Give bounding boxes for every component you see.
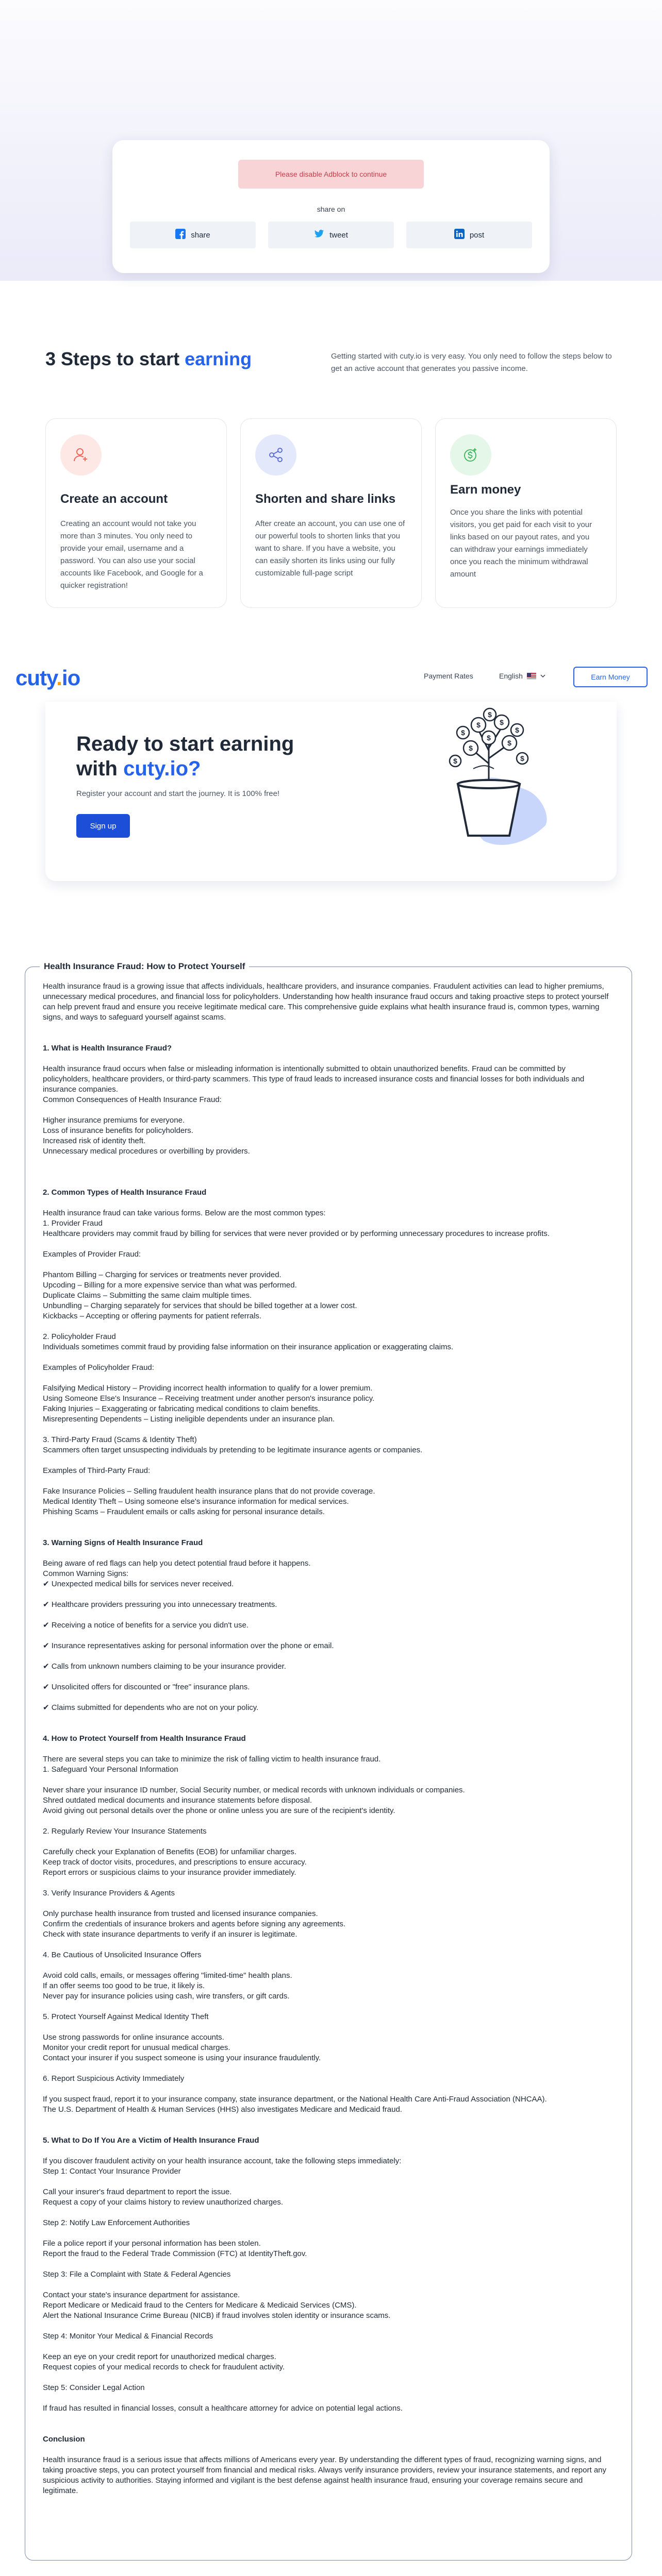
paragraph: 4. Be Cautious of Unsolicited Insurance Offers bbox=[43, 1951, 202, 1959]
list-item: Only purchase health insurance from trusted and licensed insurance companies. bbox=[43, 1909, 318, 1918]
facebook-share-label: share bbox=[191, 230, 210, 240]
language-label: English bbox=[499, 672, 523, 680]
paragraph: Health insurance fraud can take various forms. Below are the most common types: bbox=[43, 1209, 326, 1217]
list-item: If an offer seems too good to be true, it likely is. bbox=[43, 1981, 205, 1990]
paragraph: Healthcare providers may commit fraud by billing for services that were never provided or by performing unnecessary procedures to increase profits. bbox=[43, 1229, 550, 1238]
user-add-icon bbox=[60, 434, 102, 476]
step-title: Earn money bbox=[450, 483, 521, 497]
step-card-shorten-links bbox=[240, 418, 422, 608]
list-item: Keep an eye on your credit report for unauthorized medical charges. bbox=[43, 2352, 276, 2361]
paragraph: 6. Report Suspicious Activity Immediately bbox=[43, 2074, 185, 2083]
check-item: ✔ Unexpected medical bills for services never received. bbox=[43, 1580, 234, 1588]
share-card bbox=[112, 140, 550, 273]
paragraph: Scammers often target unsuspecting individuals by pretending to be legitimate insurance agents or companies. bbox=[43, 1446, 423, 1454]
list-item: Medical Identity Theft – Using someone else's insurance information for medical services. bbox=[43, 1497, 349, 1506]
paragraph: Step 3: File a Complaint with State & Federal Agencies bbox=[43, 2270, 231, 2279]
list-item: Shred outdated medical documents and insurance statements before disposal. bbox=[43, 1796, 312, 1805]
section-heading: 4. How to Protect Yourself from Health Insurance Fraud bbox=[43, 1734, 246, 1743]
facebook-icon bbox=[175, 229, 186, 241]
svg-text:$: $ bbox=[488, 710, 492, 719]
list-item: Check with state insurance departments to verify if an insurer is legitimate. bbox=[43, 1930, 297, 1939]
health-fraud-article bbox=[25, 961, 632, 2561]
site-logo[interactable] bbox=[15, 666, 80, 690]
paragraph: Health insurance fraud is a serious issue that affects millions of Americans every year. By understanding the different types of fraud, recognizing warning signs, and taking proactive steps, you can protect yourself from financial and medical risks. Always verify insurance providers, review your insurance statements, and report any suspicious activity to authorities. Staying informed and vigilant is the best defense against health insurance fraud, ensuring your coverage remains secure and legitimate. bbox=[43, 2455, 607, 2495]
step-text: Once you share the links with potential visitors, you get paid for each visit to your links based on our payout rates, and you can withdraw your earnings immediately once you reach the minimum withdrawal amount bbox=[450, 508, 592, 579]
step-title: Shorten and share links bbox=[255, 492, 396, 506]
svg-text:$: $ bbox=[453, 757, 457, 765]
ready-title-with: with bbox=[76, 757, 124, 780]
steps-heading-accent: earning bbox=[185, 348, 252, 369]
logo-tld: io bbox=[61, 666, 80, 690]
list-item: Higher insurance premiums for everyone. bbox=[43, 1116, 185, 1125]
share-on-label: share on bbox=[317, 205, 345, 213]
logo-dot: . bbox=[56, 666, 62, 690]
svg-text:$: $ bbox=[507, 739, 511, 747]
us-flag-icon bbox=[527, 673, 536, 679]
list-item: Keep track of doctor visits, procedures, and prescriptions to ensure accuracy. bbox=[43, 1858, 307, 1867]
facebook-share-button[interactable] bbox=[130, 222, 256, 248]
list-item: If you suspect fraud, report it to your insurance company, state insurance department, or the National Health Care Anti-Fraud Association (NHCAA). bbox=[43, 2095, 547, 2104]
section-heading: 2. Common Types of Health Insurance Fraud bbox=[43, 1188, 207, 1197]
step-card-earn-money bbox=[435, 418, 617, 608]
money-icon bbox=[450, 434, 491, 476]
list-item: If fraud has resulted in financial losses, consult a healthcare attorney for advice on potential legal actions. bbox=[43, 2404, 403, 2413]
svg-text:$: $ bbox=[476, 721, 481, 729]
list-item: Misrepresenting Dependents – Listing ineligible dependents under an insurance plan. bbox=[43, 1415, 335, 1423]
steps-description: Getting started with cuty.io is very easy. You only need to follow the steps below to get an active account that generates you passive income. bbox=[331, 352, 612, 373]
ready-title bbox=[76, 732, 294, 781]
article-title: Health Insurance Fraud: How to Protect Yourself bbox=[40, 961, 249, 972]
adblock-warning: Please disable Adblock to continue bbox=[238, 160, 424, 189]
svg-text:$: $ bbox=[469, 744, 473, 752]
list-item: File a police report if your personal information has been stolen. bbox=[43, 2239, 261, 2248]
paragraph: Common Consequences of Health Insurance Fraud: bbox=[43, 1095, 222, 1104]
paragraph: Step 1: Contact Your Insurance Provider bbox=[43, 2167, 181, 2176]
list-item: Unnecessary medical procedures or overbilling by providers. bbox=[43, 1147, 250, 1156]
share-link-icon bbox=[255, 434, 296, 476]
paragraph: Step 4: Monitor Your Medical & Financial Records bbox=[43, 2332, 213, 2341]
list-item: Never pay for insurance policies using cash, wire transfers, or gift cards. bbox=[43, 1992, 290, 2001]
list-item: Contact your insurer if you suspect someone is using your insurance fraudulently. bbox=[43, 2054, 321, 2062]
paragraph: 3. Verify Insurance Providers & Agents bbox=[43, 1889, 175, 1897]
list-item: Unbundling – Charging separately for services that should be billed together at a lower cost. bbox=[43, 1301, 357, 1310]
language-selector[interactable] bbox=[499, 672, 545, 680]
paragraph: Step 5: Consider Legal Action bbox=[43, 2383, 145, 2392]
list-item: Report the fraud to the Federal Trade Commission (FTC) at IdentityTheft.gov. bbox=[43, 2249, 307, 2258]
list-item: Call your insurer's fraud department to report the issue. bbox=[43, 2188, 232, 2196]
check-item: ✔ Calls from unknown numbers claiming to be your insurance provider. bbox=[43, 1662, 286, 1671]
list-item: Request copies of your medical records to check for fraudulent activity. bbox=[43, 2363, 285, 2371]
list-item: Faking Injuries – Exaggerating or fabricating medical conditions to claim benefits. bbox=[43, 1404, 320, 1413]
linkedin-share-button[interactable] bbox=[406, 222, 532, 248]
steps-heading bbox=[45, 348, 252, 370]
paragraph: Common Warning Signs: bbox=[43, 1569, 129, 1578]
steps-heading-prefix: 3 Steps to start bbox=[45, 348, 185, 369]
list-item: Kickbacks – Accepting or offering payments for patient referrals. bbox=[43, 1312, 262, 1320]
twitter-share-button[interactable] bbox=[268, 222, 394, 248]
payment-rates-link[interactable]: Payment Rates bbox=[424, 672, 473, 680]
list-item: Duplicate Claims – Submitting the same claim multiple times. bbox=[43, 1291, 252, 1300]
paragraph: 3. Third-Party Fraud (Scams & Identity Theft) bbox=[43, 1435, 197, 1444]
top-navbar bbox=[0, 654, 662, 700]
svg-text:$: $ bbox=[520, 754, 524, 762]
svg-text:$: $ bbox=[461, 728, 465, 737]
list-item: Phantom Billing – Charging for services or treatments never provided. bbox=[43, 1270, 282, 1279]
svg-text:$: $ bbox=[515, 726, 519, 734]
paragraph: 2. Regularly Review Your Insurance Statements bbox=[43, 1827, 207, 1836]
section-heading: 5. What to Do If You Are a Victim of Health Insurance Fraud bbox=[43, 2136, 259, 2145]
section-heading: 1. What is Health Insurance Fraud? bbox=[43, 1044, 172, 1053]
section-heading: Conclusion bbox=[43, 2435, 85, 2444]
twitter-share-label: tweet bbox=[329, 230, 348, 240]
section-heading: 3. Warning Signs of Health Insurance Fraud bbox=[43, 1538, 203, 1547]
list-item: Monitor your credit report for unusual medical charges. bbox=[43, 2043, 230, 2052]
chevron-down-icon bbox=[540, 672, 545, 680]
earn-money-button[interactable]: Earn Money bbox=[573, 667, 648, 687]
list-item: Avoid cold calls, emails, or messages offering "limited-time" health plans. bbox=[43, 1971, 292, 1980]
twitter-icon bbox=[314, 229, 324, 241]
sign-up-button[interactable]: Sign up bbox=[76, 814, 130, 838]
step-title: Create an account bbox=[60, 492, 168, 506]
list-item: The U.S. Department of Health & Human Services (HHS) also investigates Medicare and Medicaid fraud. bbox=[43, 2105, 402, 2114]
step-text: After create an account, you can use one of our powerful tools to shorten links that you want to share. If you have a website, you can easily shorten its links using our fully customizable full-page script bbox=[255, 519, 405, 578]
list-item: Contact your state's insurance department for assistance. bbox=[43, 2291, 240, 2299]
list-item: Phishing Scams – Fraudulent emails or calls asking for personal insurance details. bbox=[43, 1507, 325, 1516]
payment-methods-strip bbox=[0, 2572, 662, 2576]
paragraph: There are several steps you can take to minimize the risk of falling victim to health insurance fraud. bbox=[43, 1755, 381, 1764]
paragraph: Health insurance fraud occurs when false or misleading information is intentionally submitted to obtain unauthorized benefits. Fraud can be committed by policyholders, healthcare providers, or third-party scammers. This type of fraud leads to increased insurance costs and financial losses for both individuals and insurance companies. bbox=[43, 1064, 585, 1094]
paragraph: Examples of Policyholder Fraud: bbox=[43, 1363, 154, 1372]
check-item: ✔ Healthcare providers pressuring you into unnecessary treatments. bbox=[43, 1600, 277, 1609]
paragraph: Step 2: Notify Law Enforcement Authorities bbox=[43, 2218, 190, 2227]
list-item: Avoid giving out personal details over the phone or online unless you are sure of the recipient's identity. bbox=[43, 1806, 395, 1815]
list-item: Request a copy of your claims history to review unauthorized charges. bbox=[43, 2198, 284, 2207]
list-item: Use strong passwords for online insurance accounts. bbox=[43, 2033, 224, 2042]
paragraph: Individuals sometimes commit fraud by providing false information on their insurance application or exaggerating claims. bbox=[43, 1343, 454, 1351]
ready-to-earn-card bbox=[45, 702, 617, 881]
list-item: Increased risk of identity theft. bbox=[43, 1137, 146, 1145]
linkedin-share-label: post bbox=[469, 230, 485, 240]
paragraph: Examples of Third-Party Fraud: bbox=[43, 1466, 151, 1475]
list-item: Report Medicare or Medicaid fraud to the Centers for Medicare & Medicaid Services (CMS). bbox=[43, 2301, 357, 2310]
paragraph: 1. Safeguard Your Personal Information bbox=[43, 1765, 178, 1774]
money-plant-illustration bbox=[406, 702, 571, 856]
logo-text: cuty bbox=[15, 666, 57, 690]
svg-text:$: $ bbox=[487, 734, 491, 742]
list-item: Falsifying Medical History – Providing incorrect health information to qualify for a lower premium. bbox=[43, 1384, 373, 1393]
list-item: Loss of insurance benefits for policyholders. bbox=[43, 1126, 193, 1135]
check-item: ✔ Receiving a notice of benefits for a service you didn't use. bbox=[43, 1621, 249, 1630]
list-item: Alert the National Insurance Crime Bureau (NICB) if fraud involves stolen identity or insurance scams. bbox=[43, 2311, 391, 2320]
list-item: Confirm the credentials of insurance brokers and agents before signing any agreements. bbox=[43, 1920, 345, 1928]
ready-title-line1: Ready to start earning bbox=[76, 733, 294, 755]
check-item: ✔ Insurance representatives asking for personal information over the phone or email. bbox=[43, 1641, 334, 1650]
paragraph: 2. Policyholder Fraud bbox=[43, 1332, 116, 1341]
paragraph: 1. Provider Fraud bbox=[43, 1219, 103, 1228]
list-item: Fake Insurance Policies – Selling fraudulent health insurance plans that do not provide coverage. bbox=[43, 1487, 375, 1496]
list-item: Upcoding – Billing for a more expensive service than what was performed. bbox=[43, 1281, 297, 1290]
list-item: Never share your insurance ID number, Social Security number, or medical records with unknown individuals or companies. bbox=[43, 1786, 465, 1794]
step-text: Creating an account would not take you more than 3 minutes. You only need to provide your email, username and a password. You can also use your social accounts like Facebook, and Google for a quicker registration! bbox=[60, 519, 203, 590]
linkedin-icon bbox=[454, 229, 465, 241]
check-item: ✔ Claims submitted for dependents who are not on your policy. bbox=[43, 1703, 259, 1712]
list-item: Carefully check your Explanation of Benefits (EOB) for unfamiliar charges. bbox=[43, 1848, 296, 1856]
list-item: Report errors or suspicious claims to your insurance provider immediately. bbox=[43, 1868, 296, 1877]
ready-title-accent: cuty.io? bbox=[123, 757, 201, 780]
svg-text:$: $ bbox=[500, 718, 504, 726]
paragraph: If you discover fraudulent activity on your health insurance account, take the following steps immediately: bbox=[43, 2157, 402, 2165]
list-item: Using Someone Else's Insurance – Receiving treatment under another person's insurance policy. bbox=[43, 1394, 375, 1403]
ready-subtitle: Register your account and start the journey. It is 100% free! bbox=[76, 789, 280, 798]
step-card-create-account bbox=[45, 418, 227, 608]
paragraph: Examples of Provider Fraud: bbox=[43, 1250, 141, 1259]
hero-section bbox=[0, 0, 662, 281]
paragraph: Being aware of red flags can help you detect potential fraud before it happens. bbox=[43, 1559, 311, 1568]
paragraph: 5. Protect Yourself Against Medical Identity Theft bbox=[43, 2012, 209, 2021]
article-intro: Health insurance fraud is a growing issue that affects individuals, healthcare providers, and insurance companies. Fraudulent activities can lead to higher premiums, unnecessary medical procedures, and financial loss for policyholders. Understanding how health insurance fraud occurs and taking proactive steps to protect yourself can help prevent fraud and ensure you receive legitimate medical care. This comprehensive guide explains what health insurance fraud is, common types, warning signs, and ways to safeguard yourself against scams. bbox=[43, 982, 609, 1022]
check-item: ✔ Unsolicited offers for discounted or "free" insurance plans. bbox=[43, 1683, 250, 1691]
